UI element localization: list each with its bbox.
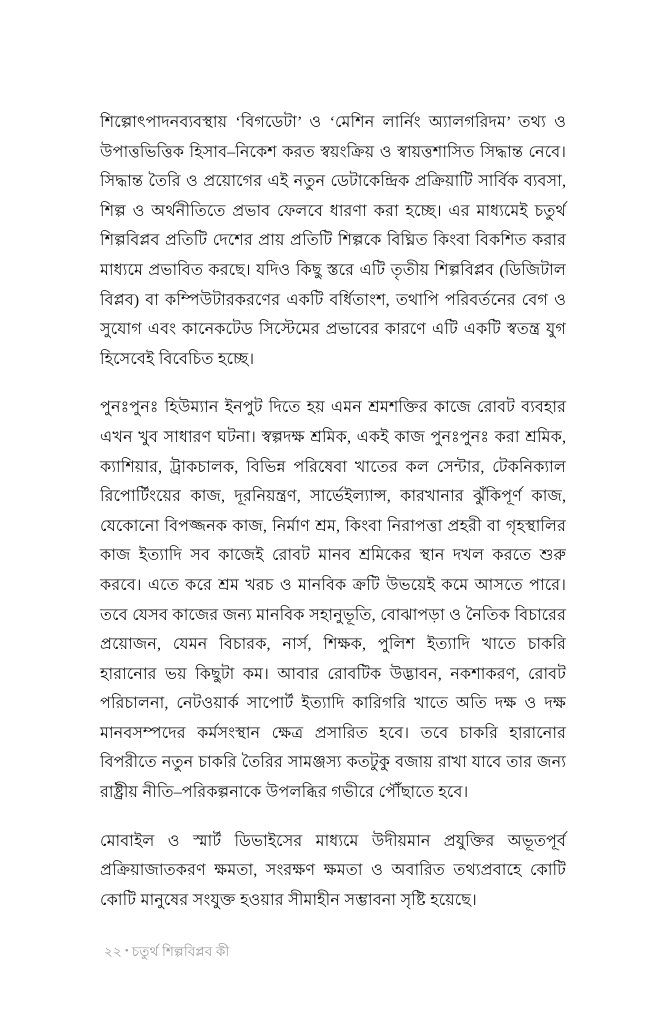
page-number: ২২ bbox=[104, 944, 122, 959]
body-paragraph-3: মোবাইল ও স্মার্ট ডিভাইসের মাধ্যমে উদীয়মান প্রযুক্তির অভূতপূর্ব প্রক্রিয়াজাতকরণ ক্ষমতা, সংরক্ষণ ক্ষমতা ও অবারিত তথ্যপ্রবাহে কোটি কোটি মানুষের সংযুক্ত হওয়ার সীমাহীন সম্ভাবনা সৃষ্টি হয়েছে। bbox=[100, 831, 566, 909]
body-paragraph-1: শিল্পোৎপাদনব্যবস্থায় ‘বিগডেটা’ ও ‘মেশিন লার্নিং অ্যালগরিদম’ তথ্য ও উপাত্তভিত্তিক হিসাব–নিকেশ করত স্বয়ংক্রিয় ও স্বায়ত্তশাসিত সিদ্ধান্ত নেবে। সিদ্ধান্ত তৈরি ও প্রয়োগের এই নতুন ডেটাকেন্দ্রিক প্রক্রিয়াটি সার্বিক ব্যবসা, শিল্প ও অর্থনীতিতে প্রভাব ফেলবে ধারণা করা হচ্ছে। এর মাধ্যমেই চতুর্থ শিল্পবিপ্লব প্রতিটি দেশের প্রায় প্রতিটি শিল্পকে বিঘ্নিত কিংবা বিকশিত করার মাধ্যমে প্রভাবিত করছে। যদিও কিছু স্তরে এটি তৃতীয় শিল্পবিপ্লব (ডিজিটাল বিপ্লব) বা কম্পিউটারকরণের একটি বর্ধিতাংশ, তথাপি পরিবর্তনের বেগ ও সুযোগ এবং কানেকটেড সিস্টেমের প্রভাবের কারণে এটি একটি স্বতন্ত্র যুগ হিসেবেই বিবেচিত হচ্ছে। bbox=[100, 113, 566, 368]
page-text-block bbox=[100, 108, 566, 915]
footer-separator-dot: • bbox=[124, 945, 129, 957]
page-footer bbox=[104, 941, 229, 962]
body-paragraph-2: পুনঃপুনঃ হিউম্যান ইনপুট দিতে হয় এমন শ্রমশক্তির কাজে রোবট ব্যবহার এখন খুব সাধারণ ঘটনা। স্বল্পদক্ষ শ্রমিক, একই কাজ পুনঃপুনঃ করা শ্রমিক, ক্যাশিয়ার, ট্রাকচালক, বিভিন্ন পরিষেবা খাতের কল সেন্টার, টেকনিক্যাল রিপোর্টিংয়ের কাজ, দূরনিয়ন্ত্রণ, সার্ভেইল্যান্স, কারখানার ঝুঁকিপূর্ণ কাজ, যেকোনো বিপজ্জনক কাজ, নির্মাণ শ্রম, কিংবা নিরাপত্তা প্রহরী বা গৃহস্থালির কাজ ইত্যাদি সব কাজেই রোবট মানব শ্রমিকের স্থান দখল করতে শুরু করবে। এতে করে শ্রম খরচ ও মানবিক ক্রটি উভয়েই কমে আসতে পারে। তবে যেসব কাজের জন্য মানবিক সহানুভূতি, বোঝাপড়া ও নৈতিক বিচারের প্রয়োজন, যেমন বিচারক, নার্স, শিক্ষক, পুলিশ ইত্যাদি খাতে চাকরি হারানোর ভয় কিছুটা কম। আবার রোবটিক উদ্ভাবন, নকশাকরণ, রোবট পরিচালনা, নেটওয়ার্ক সাপোর্ট ইত্যাদি কারিগরি খাতে অতি দক্ষ ও দক্ষ মানবসম্পদের কর্মসংস্থান ক্ষেত্র প্রসারিত হবে। তবে চাকরি হারানোর বিপরীতে নতুন চাকরি তৈরির সামঞ্জস্য কতটুকু বজায় রাখা যাবে তার জন্য রাষ্ট্রীয় নীতি–পরিকল্পনাকে উপলব্ধির গভীরে পৌঁছাতে হবে। bbox=[100, 398, 566, 802]
running-title: চতুর্থ শিল্পবিপ্লব কী bbox=[131, 944, 230, 959]
